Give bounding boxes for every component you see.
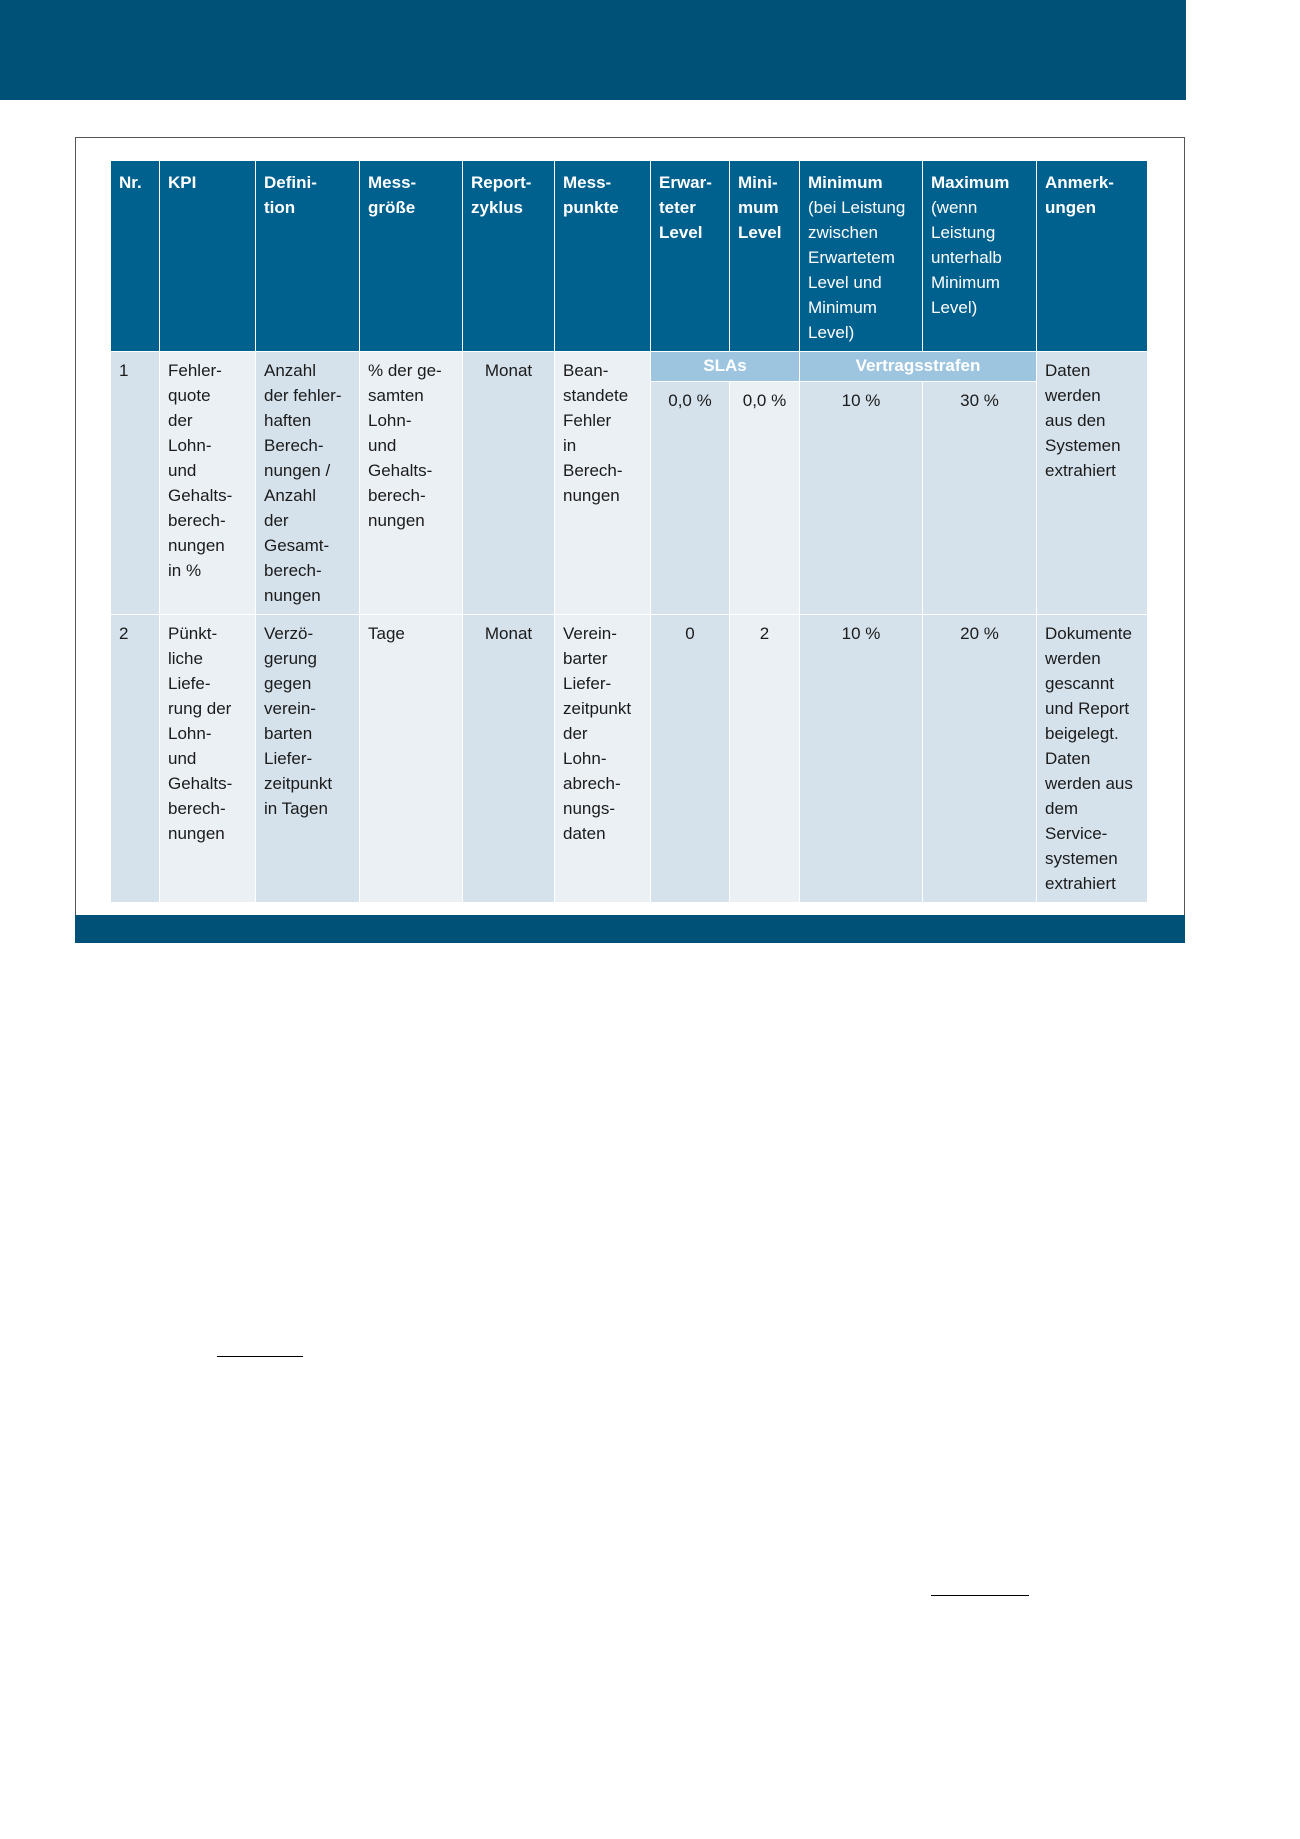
header-reportzyklus: Report- zyklus xyxy=(463,161,555,352)
header-minimum-title: Minimum xyxy=(808,173,883,192)
header-minimum xyxy=(800,161,923,352)
cell-minimum: 10 % xyxy=(800,382,923,615)
cell-minimum-level: 0,0 % xyxy=(730,382,800,615)
cell-definition: Verzö- gerung gegen verein- barten Liefer- zeitpunkt in Tagen xyxy=(256,615,360,903)
cell-minimum-level: 2 xyxy=(730,615,800,903)
cell-messgroesse: Tage xyxy=(360,615,463,903)
kpi-table xyxy=(110,160,1148,903)
top-banner xyxy=(0,0,1186,100)
header-messgroesse: Mess- größe xyxy=(360,161,463,352)
cell-messgroesse: % der ge- samten Lohn- und Gehalts- berech- nungen xyxy=(360,352,463,615)
sla-band-label: SLAs xyxy=(651,352,800,382)
cell-nr: 2 xyxy=(111,615,160,903)
header-kpi: KPI xyxy=(160,161,256,352)
cell-anmerkungen: Daten werden aus den Systemen extrahiert xyxy=(1037,352,1148,615)
cell-reportzyklus: Monat xyxy=(463,352,555,615)
footnote-rule-left xyxy=(217,1356,303,1357)
cell-erwarteter-level: 0 xyxy=(651,615,730,903)
header-maximum-title: Maximum xyxy=(931,173,1010,192)
penalty-band-label: Vertragsstrafen xyxy=(800,352,1037,382)
table-row xyxy=(111,352,1148,382)
header-maximum xyxy=(923,161,1037,352)
header-minimum-note: (bei Leistung zwischen Erwartetem Level und Minimum Level) xyxy=(808,198,906,342)
cell-erwarteter-level: 0,0 % xyxy=(651,382,730,615)
cell-minimum: 10 % xyxy=(800,615,923,903)
header-messpunkte: Mess- punkte xyxy=(555,161,651,352)
header-anmerkungen: Anmerk- ungen xyxy=(1037,161,1148,352)
header-maximum-note: (wenn Leistung unterhalb Minimum Level) xyxy=(931,198,1002,317)
frame-footer-bar xyxy=(75,915,1185,943)
header-minimum-level: Mini- mum Level xyxy=(730,161,800,352)
cell-definition: Anzahl der fehler- haften Berech- nungen / Anzahl der Gesamt- berech- nungen xyxy=(256,352,360,615)
cell-messpunkte: Verein- barter Liefer- zeitpunkt der Lohn- abrech- nungs- daten xyxy=(555,615,651,903)
cell-nr: 1 xyxy=(111,352,160,615)
header-nr: Nr. xyxy=(111,161,160,352)
cell-maximum: 30 % xyxy=(923,382,1037,615)
cell-kpi: Pünkt- liche Liefe- rung der Lohn- und Gehalts- berech- nungen xyxy=(160,615,256,903)
cell-reportzyklus: Monat xyxy=(463,615,555,903)
cell-kpi: Fehler- quote der Lohn- und Gehalts- berech- nungen in % xyxy=(160,352,256,615)
table-row xyxy=(111,615,1148,903)
cell-anmerkungen: Dokumente werden gescannt und Report beigelegt. Daten werden aus dem Service- systemen extrahiert xyxy=(1037,615,1148,903)
cell-maximum: 20 % xyxy=(923,615,1037,903)
cell-messpunkte: Bean- standete Fehler in Berech- nungen xyxy=(555,352,651,615)
header-definition: Defini- tion xyxy=(256,161,360,352)
header-erwarteter-level: Erwar- teter Level xyxy=(651,161,730,352)
table-header-row xyxy=(111,161,1148,352)
footnote-rule-right xyxy=(931,1595,1029,1596)
